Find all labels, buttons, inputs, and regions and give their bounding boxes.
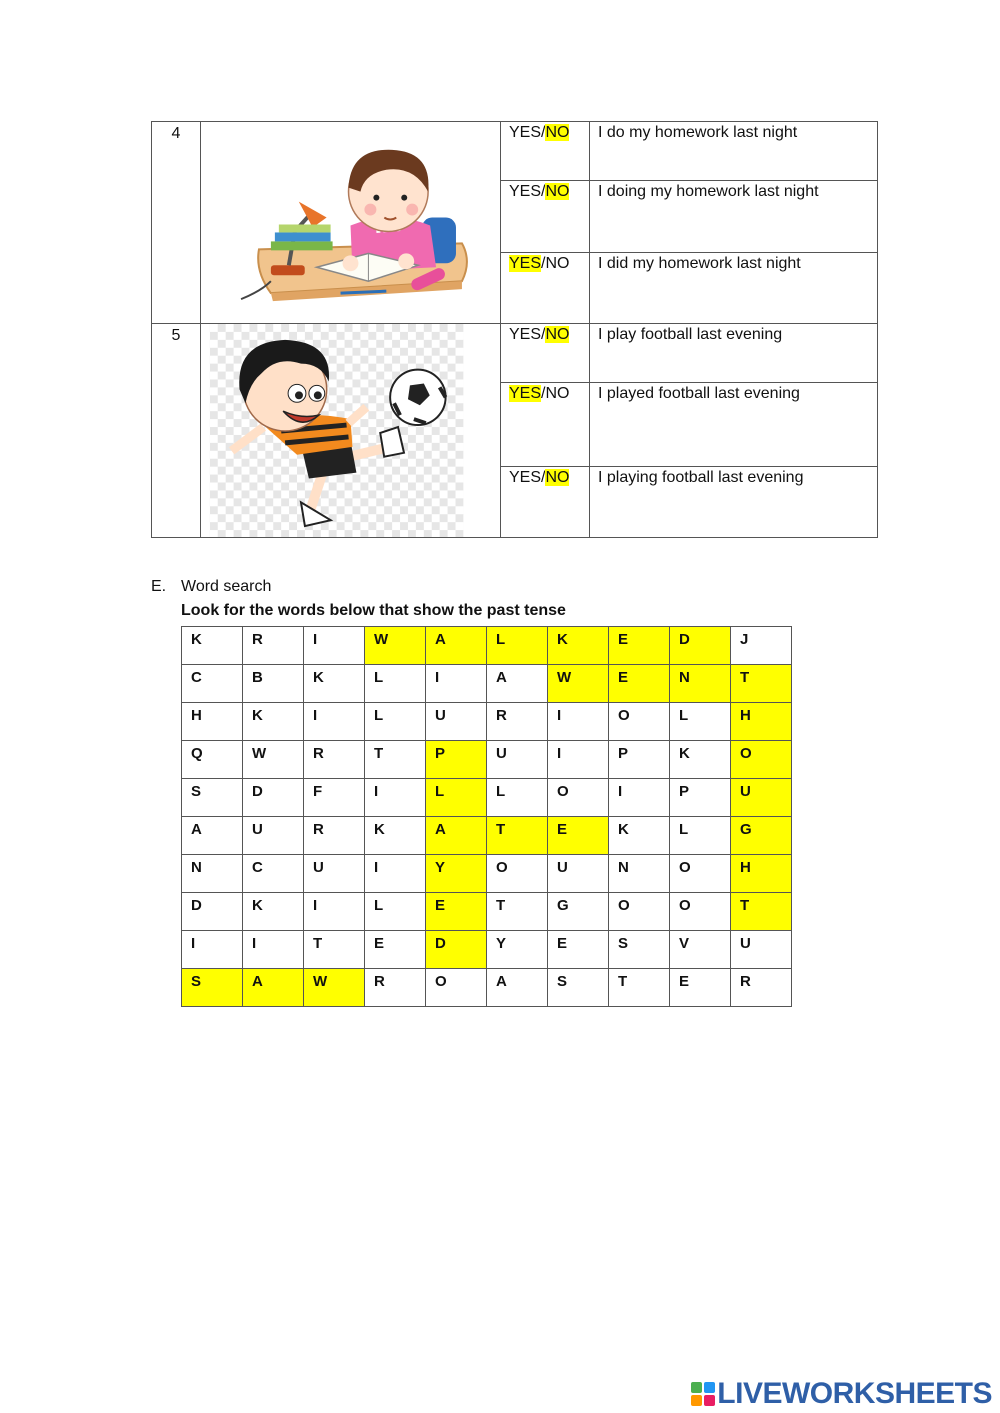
grid-cell[interactable]: S [609, 931, 670, 969]
word-search-grid [181, 626, 792, 1007]
grid-cell[interactable]: L [670, 817, 731, 855]
grid-cell[interactable]: U [243, 817, 304, 855]
football-picture [201, 324, 501, 538]
grid-cell[interactable]: K [304, 665, 365, 703]
grid-cell[interactable]: L [426, 779, 487, 817]
grid-cell[interactable]: R [243, 627, 304, 665]
grid-row [182, 627, 792, 665]
yes-no-separator: / [541, 124, 546, 141]
grid-cell[interactable]: T [487, 893, 548, 931]
grid-cell[interactable]: K [182, 627, 243, 665]
grid-cell[interactable]: I [548, 741, 609, 779]
grid-cell[interactable]: T [365, 741, 426, 779]
grid-cell[interactable]: T [487, 817, 548, 855]
grid-cell[interactable]: G [548, 893, 609, 931]
grid-cell[interactable]: A [487, 665, 548, 703]
grid-row [182, 779, 792, 817]
yes-no-choice[interactable] [501, 467, 590, 538]
grid-cell[interactable]: U [426, 703, 487, 741]
yes-no-choice[interactable] [501, 253, 590, 324]
grid-cell[interactable]: N [670, 665, 731, 703]
grid-cell[interactable]: I [243, 931, 304, 969]
grid-cell[interactable]: E [548, 817, 609, 855]
grid-cell[interactable]: I [304, 627, 365, 665]
sentence: I did my homework last night [590, 253, 878, 324]
boy-playing-football-illustration [201, 324, 500, 537]
grid-cell[interactable]: R [304, 817, 365, 855]
grid-cell[interactable]: A [487, 969, 548, 1007]
grid-cell[interactable]: L [365, 665, 426, 703]
grid-cell[interactable]: P [670, 779, 731, 817]
grid-cell[interactable]: J [731, 627, 792, 665]
grid-cell[interactable]: T [304, 931, 365, 969]
grid-cell[interactable]: W [304, 969, 365, 1007]
grid-cell[interactable]: W [365, 627, 426, 665]
grid-cell[interactable]: O [487, 855, 548, 893]
grid-cell[interactable]: U [487, 741, 548, 779]
grid-cell[interactable]: I [304, 893, 365, 931]
sentence: I playing football last evening [590, 467, 878, 538]
grid-cell[interactable]: S [548, 969, 609, 1007]
boy-doing-homework-illustration [201, 122, 500, 323]
grid-cell[interactable]: N [609, 855, 670, 893]
yes-no-choice[interactable] [501, 324, 590, 383]
grid-cell[interactable]: U [304, 855, 365, 893]
grid-row [182, 893, 792, 931]
grid-row [182, 665, 792, 703]
grid-cell[interactable]: P [426, 741, 487, 779]
grid-cell[interactable]: U [731, 931, 792, 969]
grid-cell[interactable]: W [243, 741, 304, 779]
grid-cell[interactable]: T [731, 665, 792, 703]
grid-cell[interactable]: E [670, 969, 731, 1007]
grid-cell[interactable]: H [731, 703, 792, 741]
grid-cell[interactable]: O [670, 855, 731, 893]
grid-cell[interactable]: E [365, 931, 426, 969]
grid-cell[interactable]: N [182, 855, 243, 893]
grid-cell[interactable]: C [243, 855, 304, 893]
grid-cell[interactable]: O [548, 779, 609, 817]
instruction-text: Look for the words below that show the past tense [181, 602, 566, 619]
grid-cell[interactable]: B [243, 665, 304, 703]
grid-cell[interactable]: O [609, 893, 670, 931]
grid-cell[interactable]: U [548, 855, 609, 893]
grid-cell[interactable]: K [670, 741, 731, 779]
yes-option[interactable]: YES [509, 124, 542, 141]
grid-cell[interactable]: O [731, 741, 792, 779]
yes-option[interactable]: YES [509, 385, 542, 402]
yes-no-choice[interactable] [501, 383, 590, 467]
grid-cell[interactable]: K [548, 627, 609, 665]
grid-cell[interactable]: F [304, 779, 365, 817]
row-number: 4 [152, 122, 201, 324]
section-letter: E. [151, 578, 167, 595]
grid-cell[interactable]: I [182, 931, 243, 969]
yes-no-separator: / [541, 326, 546, 343]
brand-name: LIVEWORKSHEETS [717, 1377, 992, 1410]
grid-row [182, 969, 792, 1007]
yes-no-separator: / [541, 255, 546, 272]
exercise-row [152, 324, 878, 383]
grid-cell[interactable]: K [243, 893, 304, 931]
brand-footer [691, 1377, 992, 1411]
grid-cell[interactable]: L [487, 627, 548, 665]
grid-row [182, 703, 792, 741]
grid-cell[interactable]: O [426, 969, 487, 1007]
yes-option[interactable]: YES [509, 183, 542, 200]
sentence: I doing my homework last night [590, 181, 878, 253]
grid-cell[interactable]: T [731, 893, 792, 931]
section-title: Word search [181, 578, 272, 595]
grid-cell[interactable]: E [609, 665, 670, 703]
grid-cell[interactable]: K [609, 817, 670, 855]
sentence: I played football last evening [590, 383, 878, 467]
grid-cell[interactable]: A [243, 969, 304, 1007]
grid-cell[interactable]: H [731, 855, 792, 893]
grid-cell[interactable]: R [365, 969, 426, 1007]
grid-cell[interactable]: V [670, 931, 731, 969]
no-option[interactable]: NO [545, 124, 570, 141]
grid-cell[interactable]: G [731, 817, 792, 855]
grid-cell[interactable]: W [548, 665, 609, 703]
grid-cell[interactable]: H [182, 703, 243, 741]
grid-cell[interactable]: A [182, 817, 243, 855]
grid-row [182, 855, 792, 893]
grid-cell[interactable]: D [426, 931, 487, 969]
grid-cell[interactable]: I [426, 665, 487, 703]
grid-row [182, 817, 792, 855]
section-heading [151, 578, 271, 596]
grid-cell[interactable]: U [731, 779, 792, 817]
grid-cell[interactable]: I [365, 855, 426, 893]
no-option[interactable]: NO [545, 326, 570, 343]
homework-picture [201, 122, 501, 324]
grid-row [182, 741, 792, 779]
grid-cell[interactable]: L [365, 703, 426, 741]
grid-cell[interactable]: K [243, 703, 304, 741]
no-option[interactable]: NO [545, 469, 570, 486]
grid-cell[interactable]: Q [182, 741, 243, 779]
grid-cell[interactable]: R [304, 741, 365, 779]
exercise-row [152, 122, 878, 181]
grid-cell[interactable]: E [426, 893, 487, 931]
grid-cell[interactable]: D [243, 779, 304, 817]
no-option[interactable]: NO [545, 255, 570, 272]
grid-cell[interactable]: I [304, 703, 365, 741]
row-number: 5 [152, 324, 201, 538]
grid-cell[interactable]: A [426, 627, 487, 665]
yes-no-separator: / [541, 469, 546, 486]
grid-cell[interactable]: L [365, 893, 426, 931]
yes-no-separator: / [541, 183, 546, 200]
grid-cell[interactable]: I [548, 703, 609, 741]
grid-cell[interactable]: D [670, 627, 731, 665]
grid-cell[interactable]: S [182, 969, 243, 1007]
no-option[interactable]: NO [545, 183, 570, 200]
grid-row [182, 931, 792, 969]
sentence: I do my homework last night [590, 122, 878, 181]
grid-cell[interactable]: R [487, 703, 548, 741]
grid-cell[interactable]: I [609, 779, 670, 817]
grid-cell[interactable]: A [426, 817, 487, 855]
grid-cell[interactable]: E [548, 931, 609, 969]
yes-option[interactable]: YES [509, 255, 542, 272]
liveworksheets-logo-icon [691, 1382, 715, 1406]
grid-cell[interactable]: Y [426, 855, 487, 893]
grid-cell[interactable]: E [609, 627, 670, 665]
yes-no-separator: / [541, 385, 546, 402]
yes-option[interactable]: YES [509, 326, 542, 343]
yes-no-choice[interactable] [501, 181, 590, 253]
grid-cell[interactable]: Y [487, 931, 548, 969]
yes-option[interactable]: YES [509, 469, 542, 486]
grid-cell[interactable]: R [731, 969, 792, 1007]
grid-cell[interactable]: I [365, 779, 426, 817]
grid-cell[interactable]: P [609, 741, 670, 779]
yes-no-choice[interactable] [501, 122, 590, 181]
no-option[interactable]: NO [545, 385, 570, 402]
grid-cell[interactable]: D [182, 893, 243, 931]
grid-cell[interactable]: L [487, 779, 548, 817]
grid-cell[interactable]: O [670, 893, 731, 931]
grid-cell[interactable]: S [182, 779, 243, 817]
grid-cell[interactable]: O [609, 703, 670, 741]
sentence: I play football last evening [590, 324, 878, 383]
grid-cell[interactable]: T [609, 969, 670, 1007]
exercise-table [151, 121, 878, 538]
grid-cell[interactable]: C [182, 665, 243, 703]
grid-cell[interactable]: L [670, 703, 731, 741]
grid-cell[interactable]: K [365, 817, 426, 855]
